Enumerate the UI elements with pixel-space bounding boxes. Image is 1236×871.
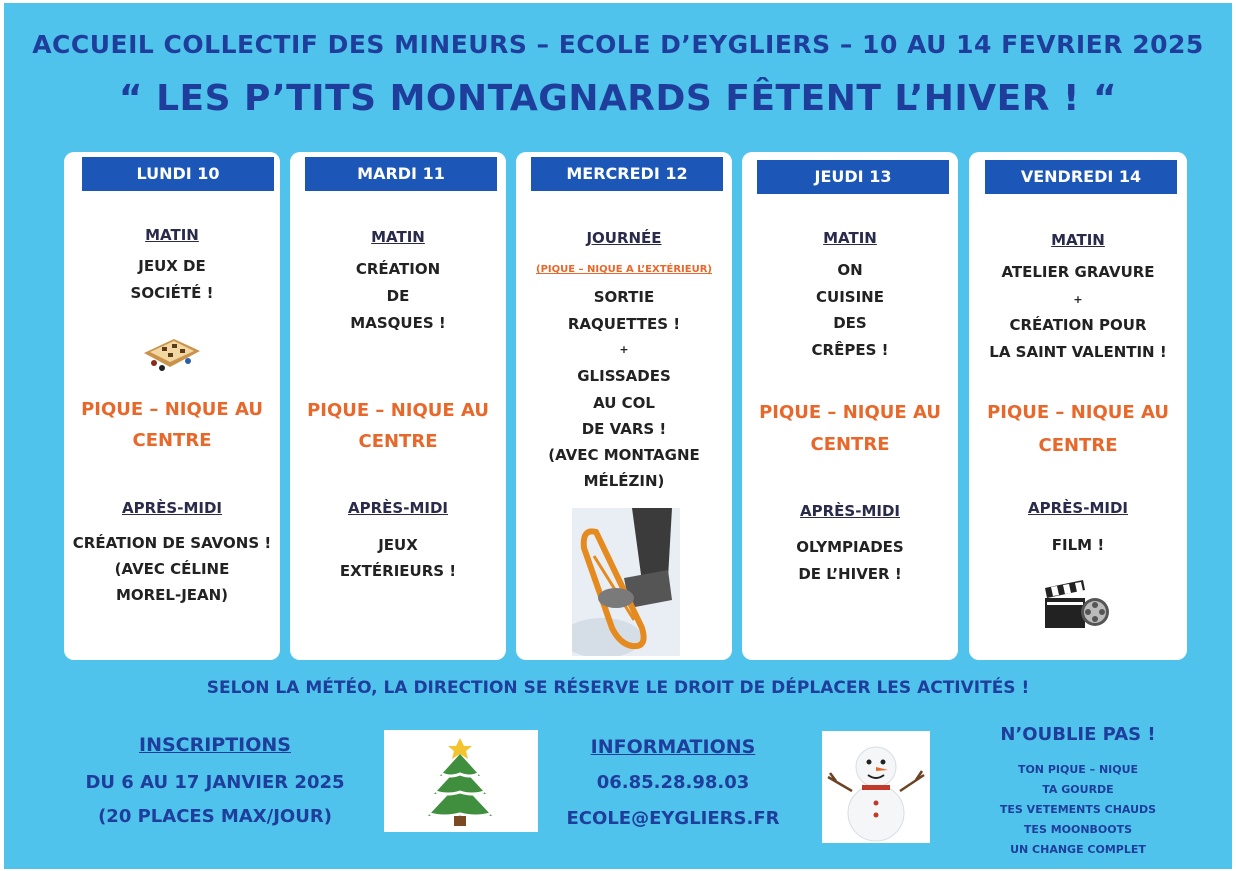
day-card-monday xyxy=(64,152,280,660)
lunch-line: PIQUE – NIQUE AU xyxy=(759,402,941,423)
afternoon-title: APRÈS-MIDI xyxy=(800,502,900,520)
activity-line: MÉLÉZIN) xyxy=(583,472,665,490)
day-header-wednesday: MERCREDI 12 xyxy=(531,157,723,191)
morning-title: MATIN xyxy=(145,226,199,244)
afternoon-line: CRÉATION DE SAVONS ! xyxy=(72,534,272,552)
activity-line: + xyxy=(619,343,629,356)
header-line1: ACCUEIL COLLECTIF DES MINEURS – ECOLE D’EYGLIERS – 10 AU 14 FEVRIER 2025 xyxy=(32,30,1204,59)
email-address: ECOLE@EYGLIERS.FR xyxy=(566,808,780,829)
day-card-wednesday xyxy=(516,152,732,660)
morning-title: MATIN xyxy=(1051,231,1105,249)
day-card-thursday xyxy=(742,152,958,660)
informations-title: INFORMATIONS xyxy=(590,736,756,758)
morning-title: MATIN xyxy=(371,228,425,246)
afternoon-title: APRÈS-MIDI xyxy=(122,499,222,517)
afternoon-line: EXTÉRIEURS ! xyxy=(339,562,457,580)
day-header-friday: VENDREDI 14 xyxy=(985,160,1177,194)
afternoon-title: APRÈS-MIDI xyxy=(348,499,448,517)
afternoon-line: FILM ! xyxy=(1051,536,1105,554)
morning-line: CRÊPES ! xyxy=(811,341,889,359)
reminder-item: TA GOURDE xyxy=(1042,783,1114,796)
morning-line: CUISINE xyxy=(816,288,884,306)
inscriptions-dates: DU 6 AU 17 JANVIER 2025 xyxy=(85,772,345,793)
christmas-tree-image xyxy=(384,730,538,832)
afternoon-line: JEUX xyxy=(378,536,418,554)
morning-line: DE xyxy=(386,287,410,305)
morning-line: CRÉATION POUR xyxy=(1009,316,1147,334)
day-header-tuesday: MARDI 11 xyxy=(305,157,497,191)
lunch-line: PIQUE – NIQUE AU xyxy=(307,400,489,421)
lunch-line: PIQUE – NIQUE AU xyxy=(81,399,263,420)
full-day-title: JOURNÉE xyxy=(586,229,662,247)
picnic-note: (PIQUE – NIQUE A L’EXTÉRIEUR) xyxy=(536,264,712,275)
inscriptions-title: INSCRIPTIONS xyxy=(139,734,291,756)
afternoon-line: (AVEC CÉLINE xyxy=(114,560,230,578)
morning-line: DES xyxy=(833,314,867,332)
activity-line: AU COL xyxy=(593,394,655,412)
reminder-item: TES MOONBOOTS xyxy=(1023,823,1133,836)
morning-line: ATELIER GRAVURE xyxy=(1001,263,1155,281)
morning-line: LA SAINT VALENTIN ! xyxy=(989,343,1167,361)
morning-line: JEUX DE xyxy=(138,257,206,275)
board-games-icon xyxy=(140,325,204,375)
afternoon-title: APRÈS-MIDI xyxy=(1028,499,1128,517)
lunch-line: CENTRE xyxy=(810,434,890,455)
phone-number: 06.85.28.98.03 xyxy=(596,772,750,793)
header-line2: “ LES P’TITS MONTAGNARDS FÊTENT L’HIVER ! “ xyxy=(118,78,1118,119)
reminder-item: TON PIQUE – NIQUE xyxy=(1017,763,1139,776)
lunch-line: CENTRE xyxy=(132,430,212,451)
reminder-item: UN CHANGE COMPLET xyxy=(1010,843,1146,856)
activity-line: (AVEC MONTAGNE xyxy=(548,446,700,464)
morning-line: + xyxy=(1073,293,1083,306)
activity-line: DE VARS ! xyxy=(581,420,667,438)
christmas-tree-icon xyxy=(384,730,538,832)
afternoon-line: MOREL-JEAN) xyxy=(115,586,229,604)
day-card-tuesday xyxy=(290,152,506,660)
reminder-title: N’OUBLIE PAS ! xyxy=(1000,724,1156,745)
morning-line: ON xyxy=(837,261,863,279)
morning-line: CRÉATION xyxy=(355,260,441,278)
day-header-thursday: JEUDI 13 xyxy=(757,160,949,194)
activity-line: RAQUETTES ! xyxy=(567,315,681,333)
afternoon-line: DE L’HIVER ! xyxy=(798,565,902,583)
snowshoe-photo xyxy=(572,508,680,656)
activity-line: GLISSADES xyxy=(577,367,671,385)
lunch-line: CENTRE xyxy=(358,431,438,452)
activity-line: SORTIE xyxy=(593,288,655,306)
afternoon-line: OLYMPIADES xyxy=(796,538,904,556)
lunch-line: CENTRE xyxy=(1038,435,1118,456)
day-card-friday xyxy=(969,152,1187,660)
snowman-icon xyxy=(822,731,930,843)
morning-line: SOCIÉTÉ ! xyxy=(130,284,214,302)
snowman-image xyxy=(822,731,930,843)
weather-notice: SELON LA MÉTÉO, LA DIRECTION SE RÉSERVE LE DROIT DE DÉPLACER LES ACTIVITÉS ! xyxy=(206,678,1030,698)
inscriptions-places: (20 PLACES MAX/JOUR) xyxy=(98,806,332,827)
film-clapper-icon xyxy=(1041,576,1113,634)
lunch-line: PIQUE – NIQUE AU xyxy=(987,402,1169,423)
morning-title: MATIN xyxy=(823,229,877,247)
morning-line: MASQUES ! xyxy=(350,314,446,332)
day-header-monday: LUNDI 10 xyxy=(82,157,274,191)
reminder-item: TES VETEMENTS CHAUDS xyxy=(999,803,1157,816)
